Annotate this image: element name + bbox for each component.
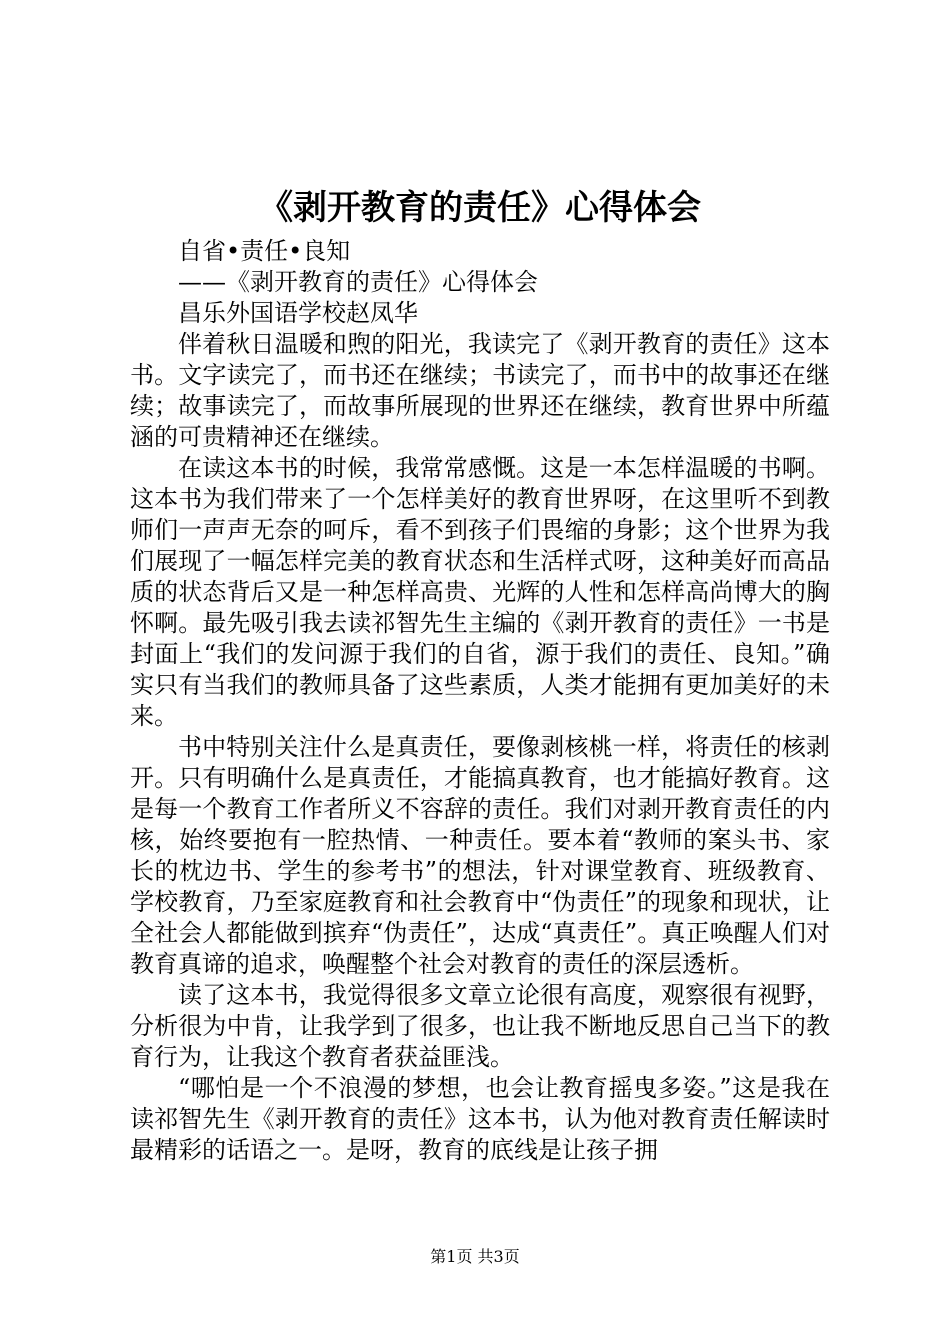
body-paragraph: 读了这本书，我觉得很多文章立论很有高度，观察很有视野，分析很为中肯，让我学到了很多，也让我不断地反思自己当下的教育行为，让我这个教育者获益匪浅。 [130,981,830,1071]
body-paragraph: 在读这本书的时候，我常常感慨。这是一本怎样温暖的书啊。这本书为我们带来了一个怎样美好的教育世界呀，在这里听不到教师们一声声无奈的呵斥，看不到孩子们畏缩的身影；这个世界为我们展现了一幅怎样完美的教育状态和生活样式呀，这种美好而高品质的状态背后又是一种怎样高贵、光辉的人性和怎样高尚博大的胸怀啊。最先吸引我去读祁智先生主编的《剥开教育的责任》一书是封面上“我们的发问源于我们的自省，源于我们的责任、良知。”确实只有当我们的教师具备了这些素质，人类才能拥有更加美好的未来。 [130,454,830,730]
document-title: 《剥开教育的责任》心得体会 [259,188,701,228]
body-paragraph: 书中特别关注什么是真责任，要像剥核桃一样，将责任的核剥开。只有明确什么是真责任，才能搞真教育，也才能搞好教育。这是每一个教育工作者所义不容辞的责任。我们对剥开教育责任的内核，始终要抱有一腔热情、一种责任。要本着“教师的案头书、家长的枕边书、学生的参考书”的想法，针对课堂教育、班级教育、学校教育，乃至家庭教育和社会教育中“伪责任”的现象和现状，让全社会人都能做到摈弃“伪责任”，达成“真责任”。真正唤醒人们对教育真谛的追求，唤醒整个社会对教育的责任的深层透析。 [130,733,830,978]
body-paragraph: “哪怕是一个不浪漫的梦想，也会让教育摇曳多姿。”这是我在读祁智先生《剥开教育的责任》这本书，认为他对教育责任解读时最精彩的话语之一。是呀，教育的底线是让孩子拥 [130,1074,830,1164]
author-line: 昌乐外国语学校赵凤华 [178,299,418,327]
body-paragraph: 伴着秋日温暖和煦的阳光，我读完了《剥开教育的责任》这本书。文字读完了，而书还在继续；书读完了，而书中的故事还在继续；故事读完了，而故事所展现的世界还在继续，教育世界中所蕴涵的可贵精神还在继续。 [130,330,830,451]
subtitle-line: 自省•责任•良知 [178,237,351,265]
document-body [130,236,830,1166]
page-footer: 第1页 共3页 [430,1247,520,1266]
document-page [130,0,830,1344]
subtitle-line: ——《剥开教育的责任》心得体会 [178,268,538,296]
